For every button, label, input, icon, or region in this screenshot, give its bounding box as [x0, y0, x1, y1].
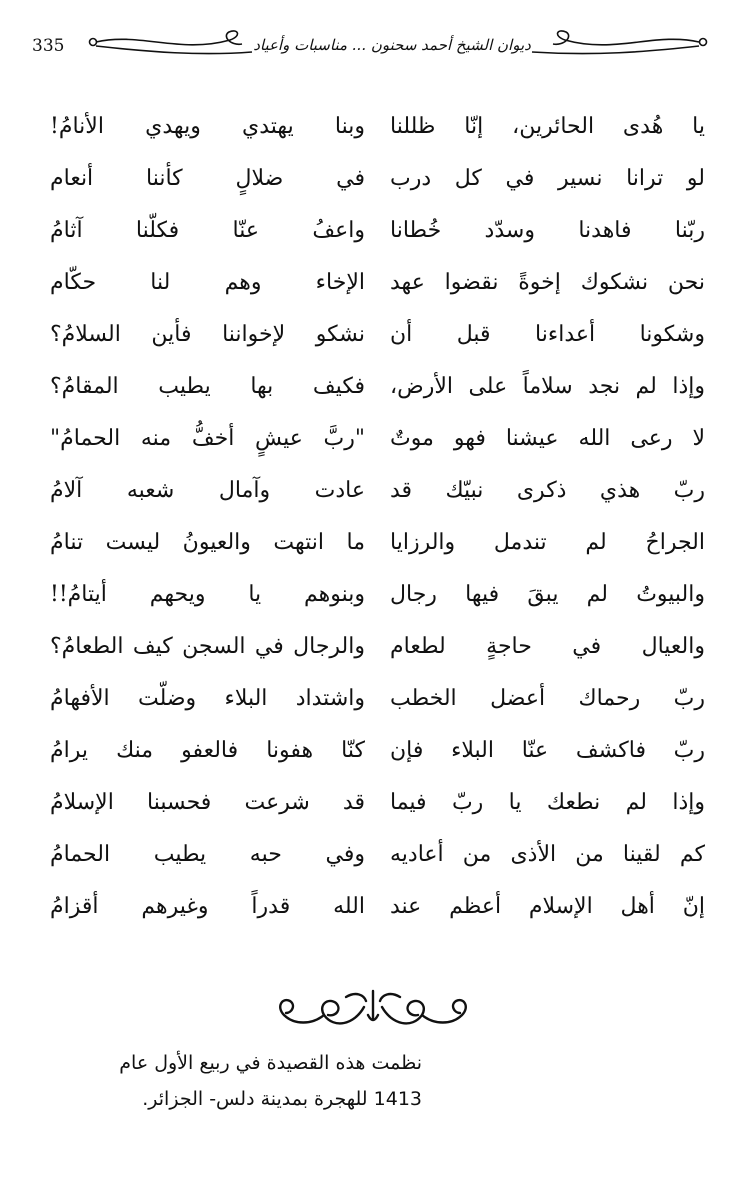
verse-second-hemistich: وفي حبه يطيب الحمامُ [50, 841, 365, 867]
verse-first-hemistich: إنّ أهل الإسلام أعظم عند [390, 893, 705, 919]
footnote-line: نظمت هذه القصيدة في ربيع الأول عام [119, 1052, 422, 1074]
verse [50, 464, 705, 516]
verse [50, 412, 705, 464]
verse [50, 880, 705, 932]
verse-second-hemistich: في ضلالٍ كأننا أنعام [50, 165, 365, 191]
verse-first-hemistich: وشكونا أعداءنا قبل أن [390, 321, 705, 347]
verse-first-hemistich: وإذا لم نطعك يا ربّ فيما [390, 789, 705, 815]
ornament-divider-icon [268, 985, 478, 1039]
verse-second-hemistich: فكيف بها يطيب المقامُ؟ [50, 373, 365, 399]
verse-second-hemistich: وبنوهم يا ويحهم أيتامُ!! [50, 581, 365, 607]
verse-second-hemistich: كنّا هفونا فالعفو منك يرامُ [50, 737, 365, 763]
footnote [119, 1045, 422, 1117]
verse [50, 204, 705, 256]
verse-second-hemistich: "ربَّ عيشٍ أخفُّ منه الحمامُ" [50, 425, 365, 451]
verse-second-hemistich: وبنا يهتدي ويهدي الأنامُ! [50, 113, 365, 139]
verse-first-hemistich: كم لقينا من الأذى من أعاديه [390, 841, 705, 867]
verse-second-hemistich: واشتداد البلاء وضلّت الأفهامُ [50, 685, 365, 711]
verse [50, 672, 705, 724]
page-number: 335 [32, 36, 65, 56]
verse-second-hemistich: نشكو لإخواننا فأين السلامُ؟ [50, 321, 365, 347]
verse [50, 308, 705, 360]
verse [50, 568, 705, 620]
verse-first-hemistich: ربّنا فاهدنا وسدّد خُطانا [390, 217, 705, 243]
verse-second-hemistich: قد شرعت فحسبنا الإسلامُ [50, 789, 365, 815]
verse-first-hemistich: وإذا لم نجد سلاماً على الأرض، [390, 373, 705, 399]
verse-second-hemistich: والرجال في السجن كيف الطعامُ؟ [50, 633, 365, 659]
verse [50, 360, 705, 412]
verse-second-hemistich: واعفُ عنّا فكلّنا آثامُ [50, 217, 365, 243]
verse-first-hemistich: والبيوتُ لم يبقَ فيها رجال [390, 581, 705, 607]
verse-second-hemistich: الله قدراً وغيرهم أقزامُ [50, 893, 365, 919]
verse-first-hemistich: نحن نشكوك إخوةً نقضوا عهد [390, 269, 705, 295]
poem [50, 100, 705, 932]
footnote-line: 1413 للهجرة بمدينة دلس- الجزائر. [142, 1088, 422, 1110]
verse-first-hemistich: والعيال في حاجةٍ لطعام [390, 633, 705, 659]
page-header [30, 22, 720, 70]
verse-first-hemistich: لا رعى الله عيشنا فهو موتٌ [390, 425, 705, 451]
verse [50, 828, 705, 880]
verse [50, 516, 705, 568]
verse-first-hemistich: يا هُدى الحائرين، إنّا ظللنا [390, 113, 705, 139]
verse-first-hemistich: الجراحُ لم تندمل والرزايا [390, 529, 705, 555]
verse-second-hemistich: ما انتهت والعيونُ ليست تنامُ [50, 529, 365, 555]
verse-first-hemistich: لو ترانا نسير في كل درب [390, 165, 705, 191]
verse [50, 724, 705, 776]
verse [50, 100, 705, 152]
verse-second-hemistich: عادت وآمال شعبه آلامُ [50, 477, 365, 503]
verse-first-hemistich: ربّ فاكشف عنّا البلاء فإن [390, 737, 705, 763]
verse-first-hemistich: ربّ رحماك أعضل الخطب [390, 685, 705, 711]
verse [50, 152, 705, 204]
verse-first-hemistich: ربّ هذي ذكرى نبيّك قد [390, 477, 705, 503]
verse [50, 256, 705, 308]
running-title: ديوان الشيخ أحمد سحنون ... مناسبات وأعياد [253, 36, 531, 54]
verse [50, 620, 705, 672]
verse [50, 776, 705, 828]
verse-second-hemistich: الإخاء وهم لنا حكّام [50, 269, 365, 295]
